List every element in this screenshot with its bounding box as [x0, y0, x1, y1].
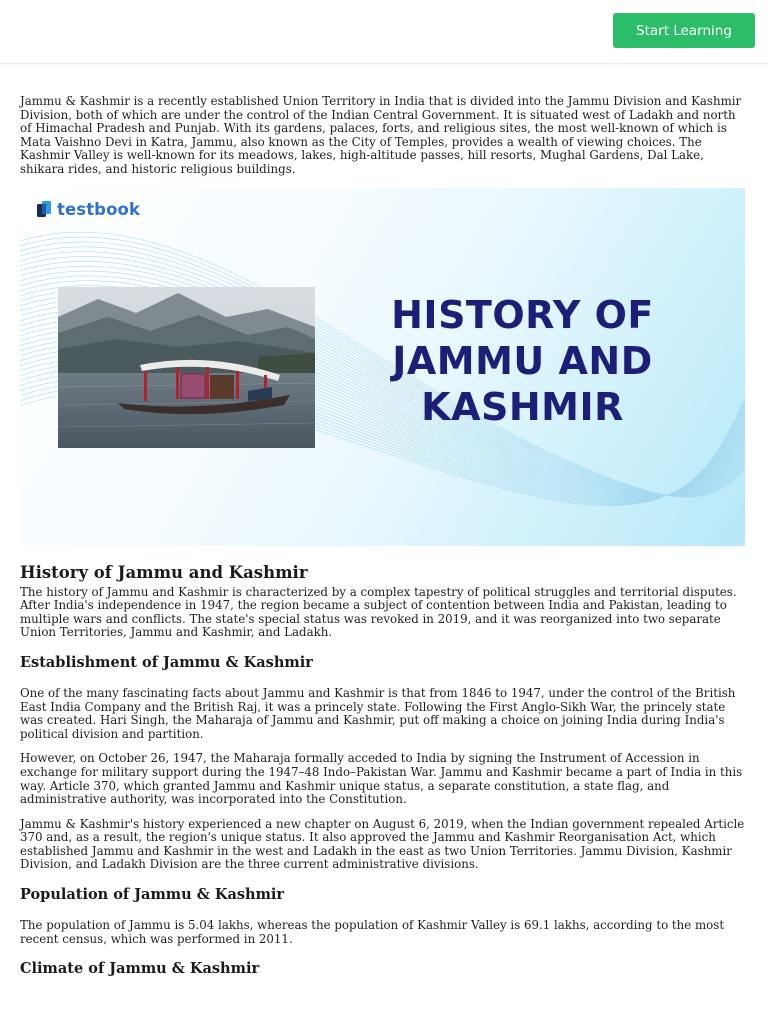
article-content — [20, 95, 748, 993]
top-navigation-bar — [0, 0, 768, 64]
history-banner-image — [20, 188, 745, 546]
testbook-logo-icon — [37, 201, 51, 217]
banner-title — [360, 292, 685, 430]
history-heading: History of Jammu and Kashmir — [20, 562, 308, 582]
banner-title-line-1: HISTORY OF — [391, 292, 654, 337]
banner-title-line-3: KASHMIR — [421, 384, 624, 429]
testbook-logo — [37, 200, 140, 219]
shikara-boat-photo — [58, 287, 315, 448]
intro-paragraph: Jammu & Kashmir is a recently established Union Territory in India that is divided into the Jammu Division and Kashmir Division, both of which are under the control of the Indian Central Government. It is situated west of Ladakh and north of Himachal Pradesh and Punjab. With its gardens, palaces, forts, and religious sites, the most well-known of which is Mata Vaishno Devi in Katra, Jammu, also known as the City of Temples, provides a wealth of viewing choices. The Kashmir Valley is well-known for its meadows, lakes, high-altitude passes, hill resorts, Mughal Gardens, Dal Lake, shikara rides, and historic religious buildings. — [20, 94, 742, 176]
establishment-paragraph-1: One of the many fascinating facts about Jammu and Kashmir is that from 1846 to 1947, under the control of the British East India Company and the British Raj, it was a princely state. Following the First Anglo-Sikh War, the princely state was created. Hari Singh, the Maharaja of Jammu and Kashmir, put off making a choice on joining India during India's political division and partition. — [20, 685, 736, 741]
population-heading: Population of Jammu & Kashmir — [20, 886, 285, 904]
start-learning-button[interactable]: Start Learning — [613, 13, 755, 48]
establishment-paragraph-2: However, on October 26, 1947, the Maharaja formally acceded to India by signing the Instrument of Accession in exchange for military support during the 1947–48 Indo–Pakistan War. Jammu and Kashmir became a part of India in this way. Article 370, which granted Jammu and Kashmir unique status, a separate constitution, a state flag, and administrative authority, was incorporated into the Constitution. — [20, 751, 743, 807]
history-paragraph: The history of Jammu and Kashmir is characterized by a complex tapestry of political struggles and territorial disputes. After India's independence in 1947, the region became a subject of contention between India and Pakistan, leading to multiple wars and conflicts. The state's special status was revoked in 2019, and it was reorganized into two separate Union Territories, Jammu and Kashmir, and Ladakh. — [20, 584, 737, 640]
establishment-heading: Establishment of Jammu & Kashmir — [20, 653, 313, 671]
establishment-paragraph-3: Jammu & Kashmir's history experienced a new chapter on August 6, 2019, when the Indian government repealed Article 370 and, as a result, the region's unique status. It also approved the Jammu and Kashmir Reorganisation Act, which established Jammu and Kashmir in the west and Ladakh in the east as two Union Territories. Jammu Division, Kashmir Division, and Ladakh Division are the three current administrative divisions. — [20, 816, 745, 872]
banner-title-line-2: JAMMU AND — [392, 338, 653, 383]
climate-heading: Climate of Jammu & Kashmir — [20, 960, 260, 978]
testbook-logo-text: testbook — [57, 199, 141, 219]
population-paragraph: The population of Jammu is 5.04 lakhs, whereas the population of Kashmir Valley is 69.1 lakhs, according to the most recent census, which was performed in 2011. — [20, 918, 725, 946]
